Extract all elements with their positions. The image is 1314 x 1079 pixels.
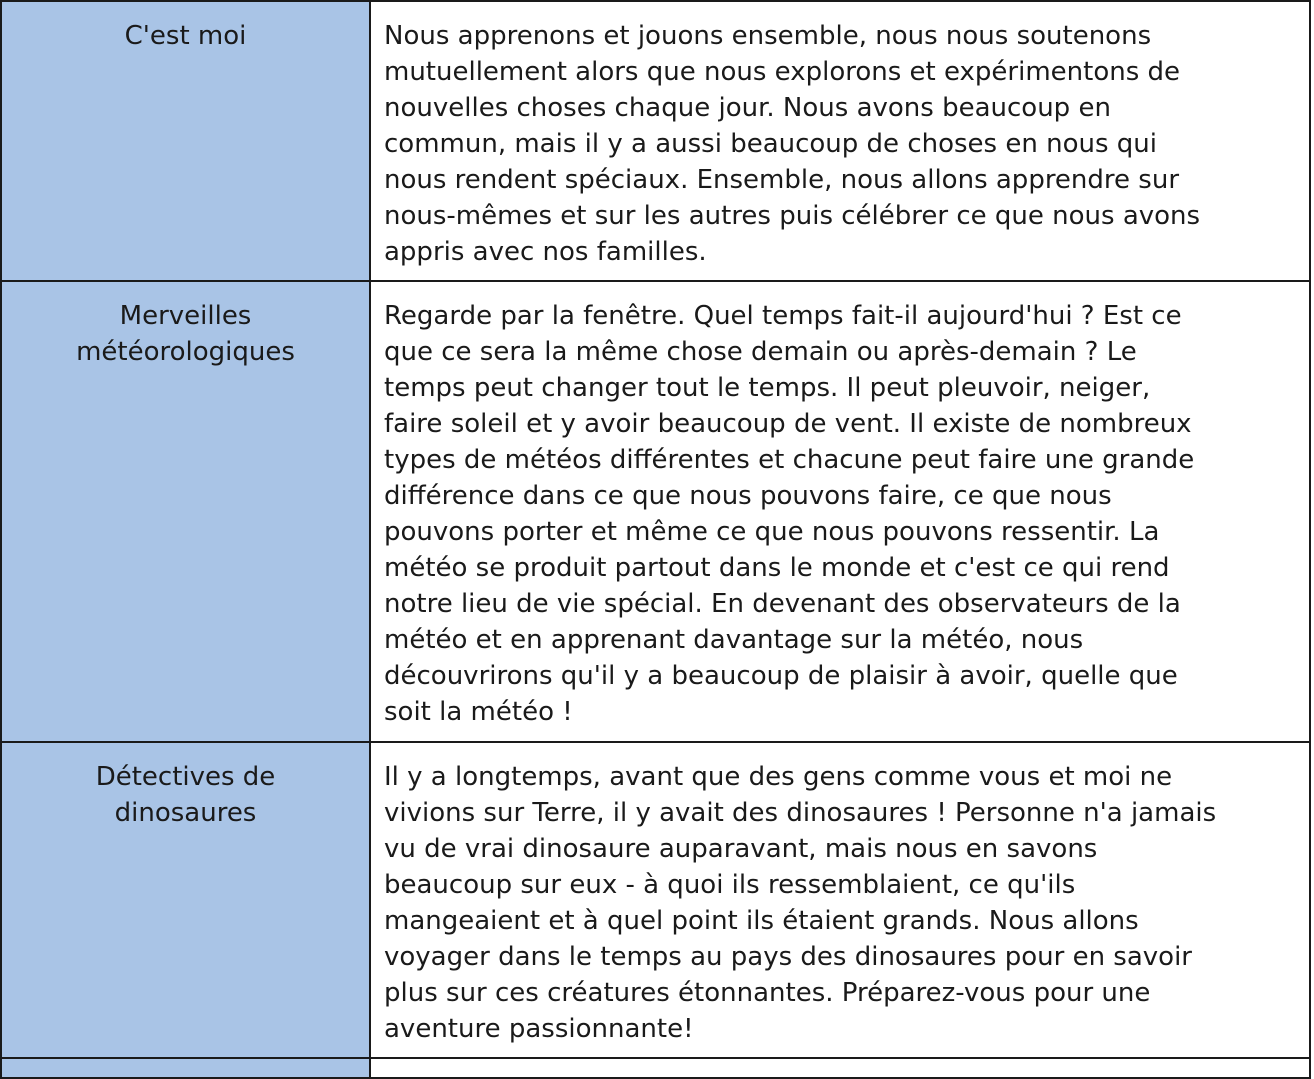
table-row (1, 1058, 1310, 1078)
description-line: nous-mêmes et sur les autres puis célébrer ce que nous avons (384, 201, 1201, 231)
unit-title-line: météorologiques (76, 337, 295, 367)
description-line: faire soleil et y avoir beaucoup de vent. Il existe de nombreux (384, 409, 1192, 439)
unit-title-cell (1, 1058, 370, 1078)
unit-title-line: dinosaures (114, 798, 257, 828)
description-line: notre lieu de vie spécial. En devenant des observateurs de la (384, 589, 1181, 619)
description-line: Regarde par la fenêtre. Quel temps fait-il aujourd'hui ? Est ce (384, 301, 1182, 331)
description-line: appris avec nos familles. (384, 237, 707, 267)
description-line: temps peut changer tout le temps. Il peut pleuvoir, neiger, (384, 373, 1151, 403)
description-line: que ce sera la même chose demain ou après-demain ? Le (384, 337, 1137, 367)
table-row (1, 1, 1310, 281)
unit-description-cell (370, 742, 1310, 1058)
description-line: plus sur ces créatures étonnantes. Préparez-vous pour une (384, 978, 1151, 1008)
description-line: types de météos différentes et chacune peut faire une grande (384, 445, 1195, 475)
description-line: voyager dans le temps au pays des dinosaures pour en savoir (384, 942, 1192, 972)
description-line: mutuellement alors que nous explorons et expérimentons de (384, 57, 1181, 87)
unit-description-cell (370, 1058, 1310, 1078)
description-line: Il y a longtemps, avant que des gens comme vous et moi ne (384, 762, 1173, 792)
table-row (1, 742, 1310, 1058)
unit-description-cell (370, 281, 1310, 742)
unit-title-line: C'est moi (124, 21, 247, 51)
unit-description-cell (370, 1, 1310, 281)
description-line: pouvons porter et même ce que nous pouvons ressentir. La (384, 517, 1160, 547)
description-line: soit la météo ! (384, 697, 573, 727)
description-line: vu de vrai dinosaure auparavant, mais nous en savons (384, 834, 1098, 864)
unit-title-cell (1, 1, 370, 281)
description-line: nouvelles choses chaque jour. Nous avons beaucoup en (384, 93, 1111, 123)
description-line: découvrirons qu'il y a beaucoup de plaisir à avoir, quelle que (384, 661, 1178, 691)
description-line: nous rendent spéciaux. Ensemble, nous allons apprendre sur (384, 165, 1180, 195)
unit-title-cell (1, 742, 370, 1058)
description-line: Nous apprenons et jouons ensemble, nous nous soutenons (384, 21, 1152, 51)
description-line: vivions sur Terre, il y avait des dinosaures ! Personne n'a jamais (384, 798, 1217, 828)
description-line: différence dans ce que nous pouvons faire, ce que nous (384, 481, 1112, 511)
unit-title-line: Détectives de (95, 762, 276, 792)
table-row (1, 281, 1310, 742)
unit-title-cell (1, 281, 370, 742)
description-line: beaucoup sur eux - à quoi ils ressemblaient, ce qu'ils (384, 870, 1076, 900)
description-line: météo et en apprenant davantage sur la météo, nous (384, 625, 1084, 655)
description-line: mangeaient et à quel point ils étaient grands. Nous allons (384, 906, 1139, 936)
unit-title-line: Merveilles (119, 301, 252, 331)
description-line: météo se produit partout dans le monde et c'est ce qui rend (384, 553, 1170, 583)
description-line: commun, mais il y a aussi beaucoup de choses en nous qui (384, 129, 1157, 159)
description-line: aventure passionnante! (384, 1014, 694, 1044)
